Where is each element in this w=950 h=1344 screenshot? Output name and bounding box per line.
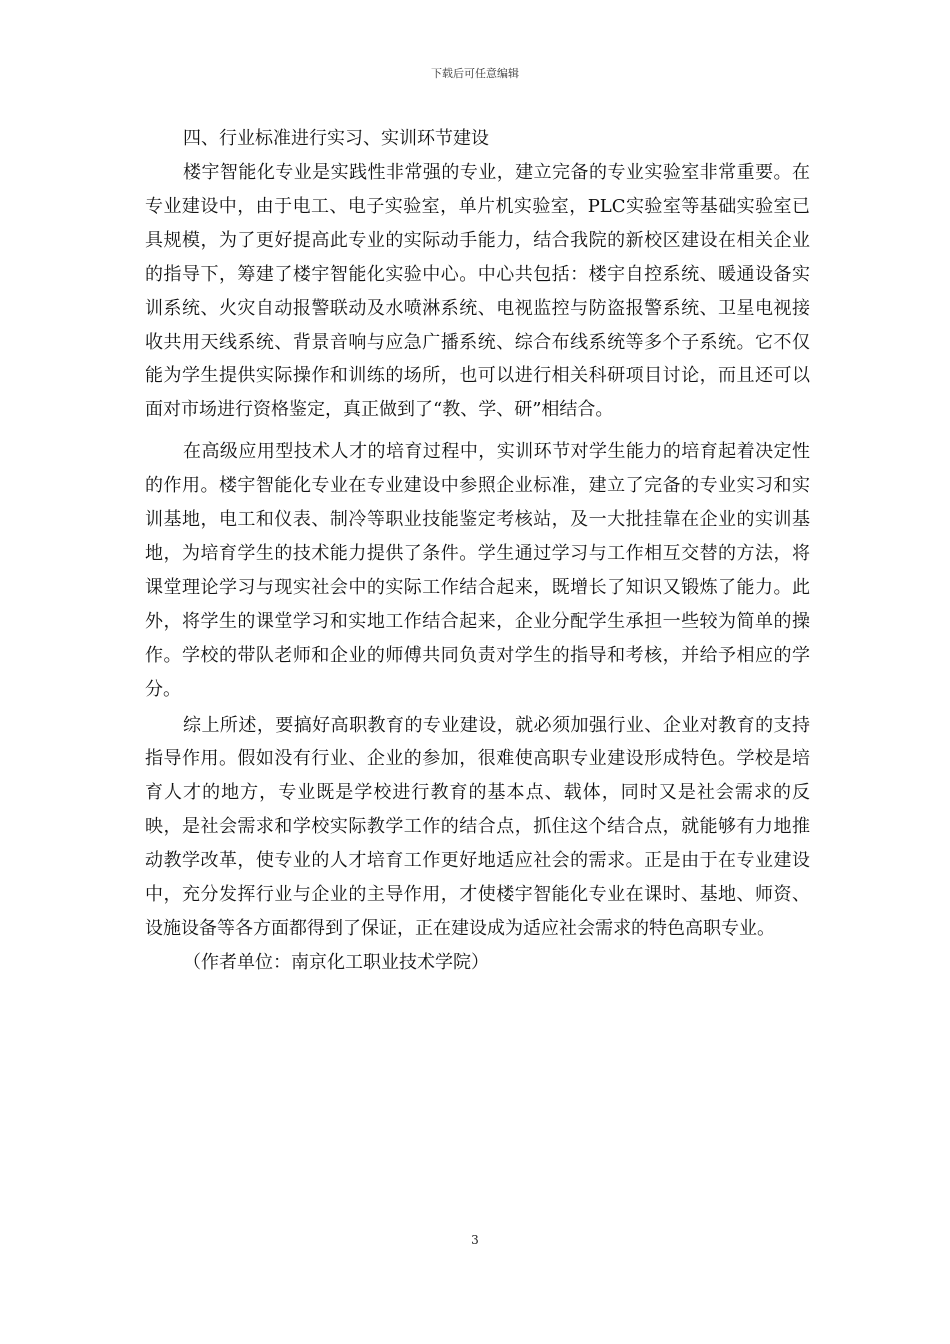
paragraph-conclusion: 综上所述，要搞好高职教育的专业建设，就必须加强行业、企业对教育的支持指导作用。假如没有行业、企业的参加，很难使高职专业建设形成特色。学校是培育人才的地方，专业既是学校进行教育的基本点、载体，同时又是社会需求的反映，是社会需求和学校实际教学工作的结合点，抓住这个结合点，就能够有力地推动教学改革，使专业的人才培育工作更好地适应社会的需求。正是由于在专业建设中，充分发挥行业与企业的主导作用，才使楼宇智能化专业在课时、基地、师资、设施设备等各方面都得到了保证，正在建设成为适应社会需求的特色高职专业。 [145,714,810,939]
author-affiliation: （作者单位：南京化工职业技术学院） [183,951,489,973]
page-number: 3 [471,1233,479,1247]
paragraph-laboratory: 楼宇智能化专业是实践性非常强的专业，建立完备的专业实验室非常重要。在专业建设中，由于电工、电子实验室，单片机实验室，PLC实验室等基础实验室已具规模，为了更好提高此专业的实际动手能力，结合我院的新校区建设在相关企业的指导下，筹建了楼宇智能化实验中心。中心共包括：楼宇自控系统、暖通设备实训系统、火灾自动报警联动及水喷淋系统、电视监控与防盗报警系统、卫星电视接收共用天线系统、背景音响与应急广播系统、综合布线系统等多个子系统。它不仅能为学生提供实际操作和训练的场所，也可以进行相关科研项目讨论，而且还可以面对市场进行资格鉴定，真正做到了“教、学、研”相结合。 [145,162,810,421]
document-body [145,122,810,980]
paragraph-training: 在高级应用型技术人才的培育过程中，实训环节对学生能力的培育起着决定性的作用。楼宇智能化专业在专业建设中参照企业标准，建立了完备的专业实习和实训基地，电工和仪表、制冷等职业技能鉴定考核站，及一大批挂靠在企业的实训基地，为培育学生的技术能力提供了条件。学生通过学习与工作相互交替的方法，将课堂理论学习与现实社会中的实际工作结合起来，既增长了知识又锻炼了能力。此外，将学生的课堂学习和实地工作结合起来，企业分配学生承担一些较为简单的操作。学校的带队老师和企业的师傅共同负责对学生的指导和考核，并给予相应的学分。 [145,441,810,700]
page-header: 下载后可任意编辑 [431,67,519,80]
section-heading: 四、行业标准进行实习、实训环节建设 [183,128,489,149]
